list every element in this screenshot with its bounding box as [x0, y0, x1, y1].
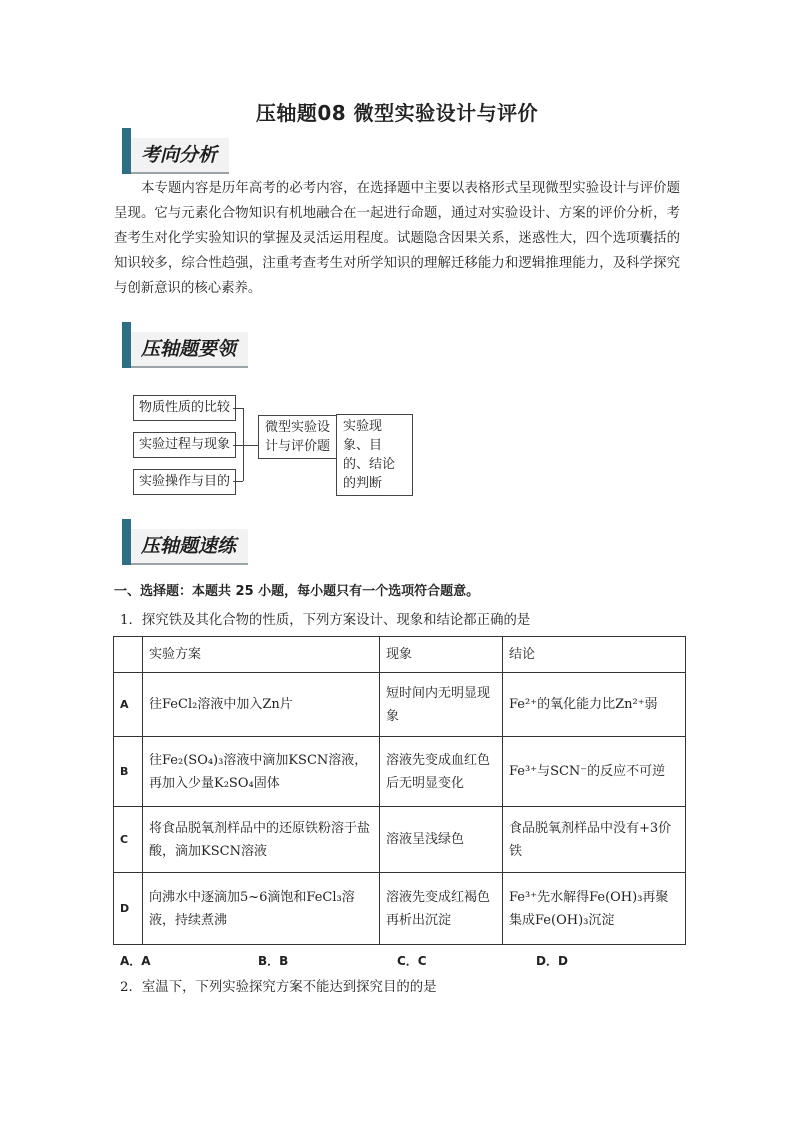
flow-connector — [233, 408, 243, 409]
section-accent-bar — [122, 128, 131, 174]
flow-left-box: 实验过程与现象 — [133, 432, 236, 458]
table-row — [114, 873, 686, 945]
question-1-table — [113, 636, 686, 945]
section-accent-bar — [122, 519, 131, 565]
row-label: C — [114, 807, 143, 873]
table-header-row — [114, 637, 686, 673]
row-plan: 将食品脱氧剂样品中的还原铁粉溶于盐酸，滴加KSCN溶液 — [143, 807, 380, 873]
flow-middle-box: 微型实验设计与评价题 — [258, 415, 338, 459]
table-row — [114, 673, 686, 737]
table-row — [114, 737, 686, 807]
section-title-essentials: 压轴题要领 — [131, 332, 248, 368]
flow-right-box: 实验现象、目的、结论的判断 — [336, 414, 413, 496]
answer-option: D．D — [536, 954, 568, 968]
table-header-cell: 实验方案 — [143, 637, 380, 673]
row-label: B — [114, 737, 143, 807]
answer-option: A．A — [120, 954, 151, 968]
row-label: D — [114, 873, 143, 945]
question-section-header: 一、选择题：本题共 25 小题，每小题只有一个选项符合题意。 — [114, 584, 480, 599]
row-phenomenon: 溶液先变成血红色后无明显变化 — [380, 737, 503, 807]
row-plan: 向沸水中逐滴加5~6滴饱和FeCl₃溶液，持续煮沸 — [143, 873, 380, 945]
row-conclusion: 食品脱氧剂样品中没有+3价铁 — [503, 807, 686, 873]
table-header-cell — [114, 637, 143, 673]
table-row — [114, 807, 686, 873]
section-title-analysis: 考向分析 — [131, 138, 229, 174]
question-2-stem: 2．室温下，下列实验探究方案不能达到探究目的的是 — [120, 980, 437, 995]
row-phenomenon: 溶液呈浅绿色 — [380, 807, 503, 873]
row-phenomenon: 溶液先变成红褐色再析出沉淀 — [380, 873, 503, 945]
intro-paragraph: 本专题内容是历年高考的必考内容，在选择题中主要以表格形式呈现微型实验设计与评价题呈现。它与元素化合物知识有机地融合在一起进行命题，通过对实验设计、方案的评价分析，考查考生对化学实验知识的掌握及灵活运用程度。试题隐含因果关系，迷惑性大，四个选项囊括的知识较多，综合性趋强，注重考查考生对所学知识的理解迁移能力和逻辑推理能力，及科学探究与创新意识的核心素养。 — [114, 181, 680, 296]
row-plan: 往Fe₂(SO₄)₃溶液中滴加KSCN溶液，再加入少量K₂SO₄固体 — [143, 737, 380, 807]
row-phenomenon: 短时间内无明显现象 — [380, 673, 503, 737]
page-title: 压轴题08 微型实验设计与评价 — [255, 101, 539, 125]
flow-left-box: 物质性质的比较 — [133, 395, 236, 421]
row-label: A — [114, 673, 143, 737]
table-header-cell: 现象 — [380, 637, 503, 673]
answer-option: C．C — [397, 954, 427, 968]
answer-option: B．B — [258, 954, 289, 968]
flow-left-box: 实验操作与目的 — [133, 469, 236, 495]
question-1-stem: 1．探究铁及其化合物的性质，下列方案设计、现象和结论都正确的是 — [120, 613, 531, 628]
section-title-practice: 压轴题速练 — [131, 529, 248, 565]
row-conclusion: Fe³⁺先水解得Fe(OH)₃再聚集成Fe(OH)₃沉淀 — [503, 873, 686, 945]
flow-connector — [233, 445, 258, 446]
table-header-cell: 结论 — [503, 637, 686, 673]
flow-connector — [233, 481, 243, 482]
row-plan: 往FeCl₂溶液中加入Zn片 — [143, 673, 380, 737]
row-conclusion: Fe³⁺与SCN⁻的反应不可逆 — [503, 737, 686, 807]
section-accent-bar — [122, 322, 131, 368]
row-conclusion: Fe²⁺的氧化能力比Zn²⁺弱 — [503, 673, 686, 737]
